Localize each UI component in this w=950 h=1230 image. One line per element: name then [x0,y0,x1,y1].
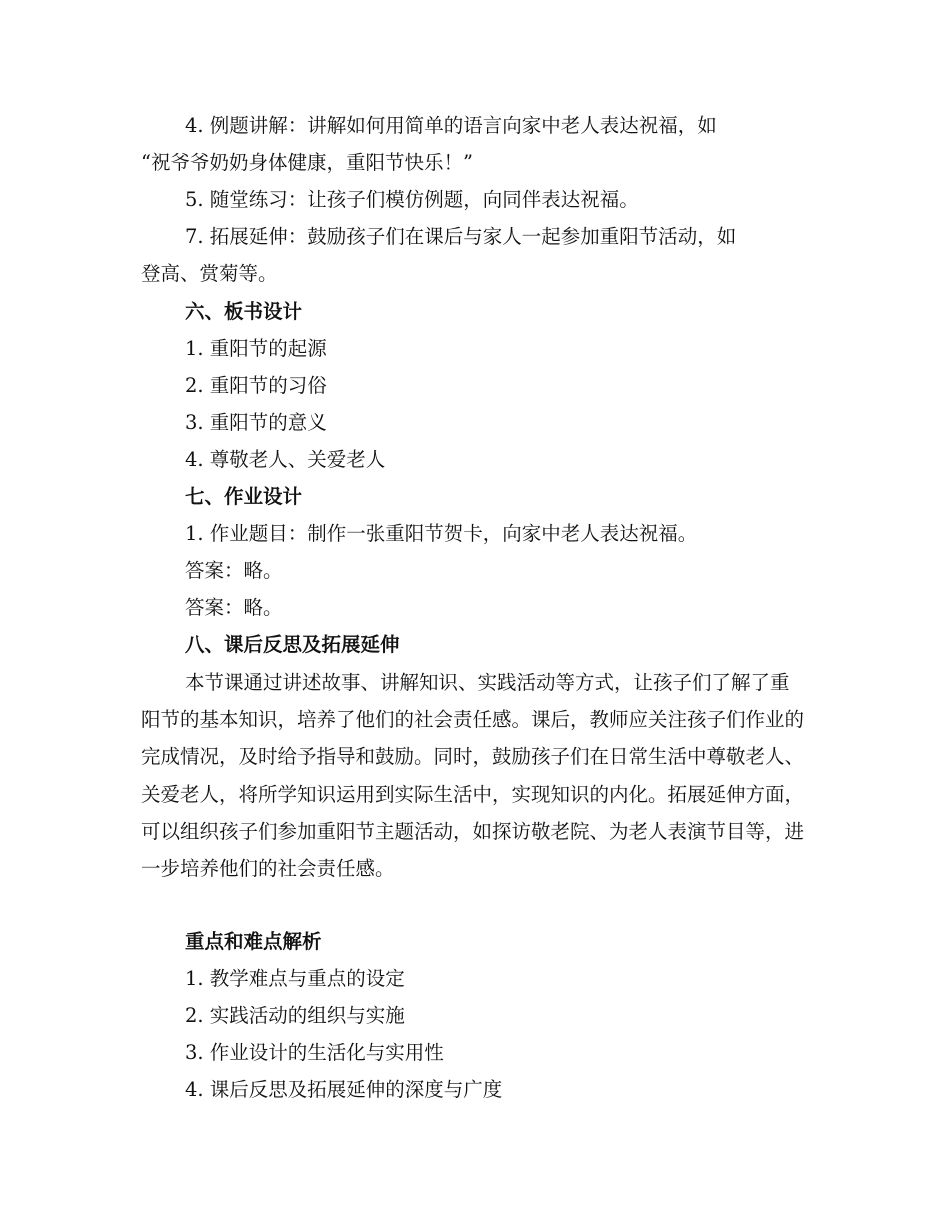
list-item: 4. 课后反思及拓展延伸的深度与广度 [185,1078,503,1101]
reflection-paragraph: 本节课通过讲述故事、讲解知识、实践活动等方式，让孩子们了解了重阳节的基本知识，培养了他们的社会责任感。课后，教师应关注孩子们作业的完成情况，及时给予指导和鼓励。同时，鼓励孩子们在日常生活中尊敬老人、关爱老人，将所学知识运用到实际生活中，实现知识的内化。拓展延伸方面，可以组织孩子们参加重阳节主题活动，如探访敬老院、为老人表演节目等，进一步培养他们的社会责任感。 [141,671,805,881]
list-item-continuation: 登高、赏菊等。 [141,262,278,285]
list-item: 1. 作业题目：制作一张重阳节贺卡，向家中老人表达祝福。 [185,522,698,545]
list-item-continuation: “祝爷爷奶奶身体健康，重阳节快乐！” [141,151,473,174]
list-item: 3. 重阳节的意义 [185,411,327,434]
section-heading: 八、课后反思及拓展延伸 [185,633,400,656]
list-item: 3. 作业设计的生活化与实用性 [185,1041,444,1064]
answer-text: 答案：略。 [185,596,283,619]
list-item: 7. 拓展延伸：鼓励孩子们在课后与家人一起参加重阳节活动，如 [185,225,737,248]
section-heading: 七、作业设计 [185,485,303,508]
list-item: 2. 重阳节的习俗 [185,374,327,397]
answer-text: 答案：略。 [185,559,283,582]
list-item: 1. 教学难点与重点的设定 [185,967,405,990]
list-item: 2. 实践活动的组织与实施 [185,1004,405,1027]
list-item: 1. 重阳节的起源 [185,337,327,360]
section-heading: 六、板书设计 [185,300,303,323]
list-item: 4. 尊敬老人、关爱老人 [185,448,386,471]
list-item: 5. 随堂练习：让孩子们模仿例题，向同伴表达祝福。 [185,188,639,211]
list-item: 4. 例题讲解：讲解如何用简单的语言向家中老人表达祝福，如 [185,114,717,137]
section-heading: 重点和难点解析 [185,930,322,953]
